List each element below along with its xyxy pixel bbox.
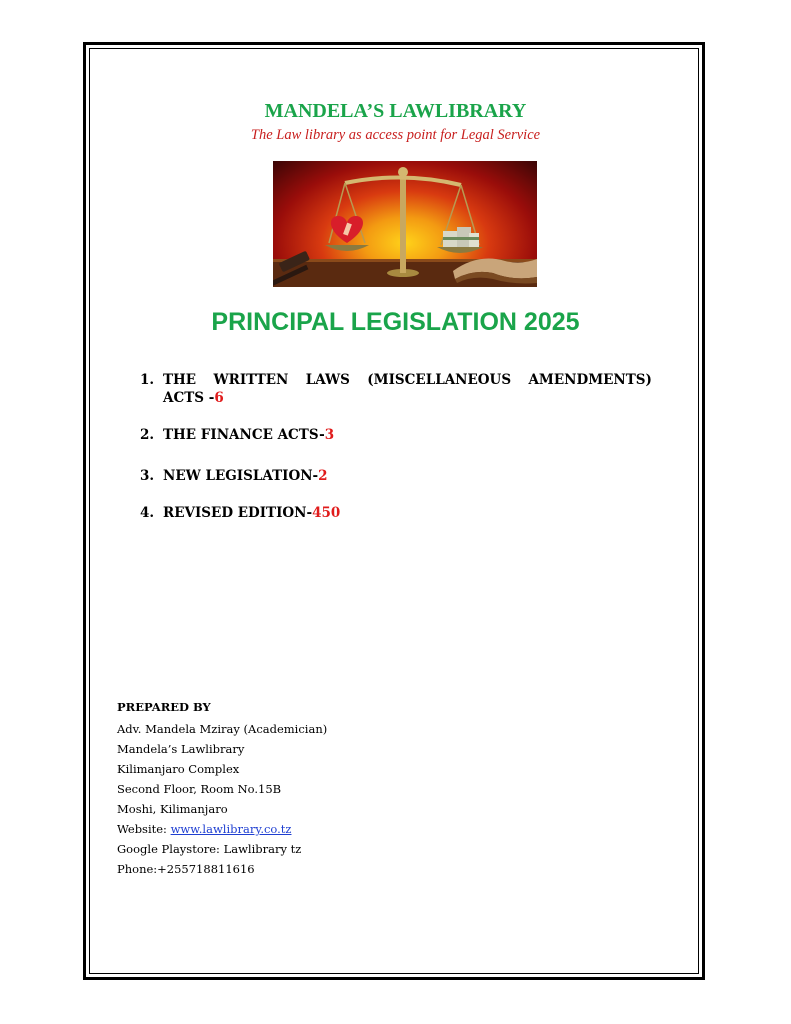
brand-tagline: The Law library as access point for Legal Service xyxy=(250,127,541,143)
item-count: 450 xyxy=(312,505,341,521)
item-number: 1. xyxy=(140,372,155,388)
city: Moshi, Kilimanjaro xyxy=(117,802,228,816)
scales-icon xyxy=(273,161,537,287)
item-count: 3 xyxy=(324,427,335,443)
item-label-line1: THE WRITTEN LAWS (MISCELLANEOUS AMENDMENTS) xyxy=(163,372,652,388)
item-label: NEW LEGISLATION- xyxy=(163,468,319,484)
author: Adv. Mandela Mziray (Academician) xyxy=(117,722,328,736)
building: Kilimanjaro Complex xyxy=(117,762,240,776)
scales-of-justice-image xyxy=(273,161,537,287)
item-label: REVISED EDITION- xyxy=(163,505,313,521)
item-label: THE FINANCE ACTS- xyxy=(163,427,325,443)
prepared-by-block xyxy=(117,700,327,879)
organization: Mandela’s Lawlibrary xyxy=(117,742,245,756)
item-number: 2. xyxy=(140,427,155,443)
phone: Phone:+255718811616 xyxy=(117,862,255,876)
playstore: Google Playstore: Lawlibrary tz xyxy=(117,842,302,856)
item-count: 2 xyxy=(318,468,328,484)
website-link[interactable]: www.lawlibrary.co.tz xyxy=(170,822,292,836)
item-count: 6 xyxy=(214,390,224,406)
room: Second Floor, Room No.15B xyxy=(117,782,282,796)
prepared-heading: PREPARED BY xyxy=(117,700,211,714)
item-label-line2: ACTS - xyxy=(163,390,215,406)
brand-title: MANDELA’S LAWLIBRARY xyxy=(264,100,527,122)
document-title: PRINCIPAL LEGISLATION 2025 xyxy=(211,308,580,336)
website: Website: www.lawlibrary.co.tz xyxy=(117,822,292,836)
item-number: 3. xyxy=(140,468,155,484)
item-number: 4. xyxy=(140,505,155,521)
